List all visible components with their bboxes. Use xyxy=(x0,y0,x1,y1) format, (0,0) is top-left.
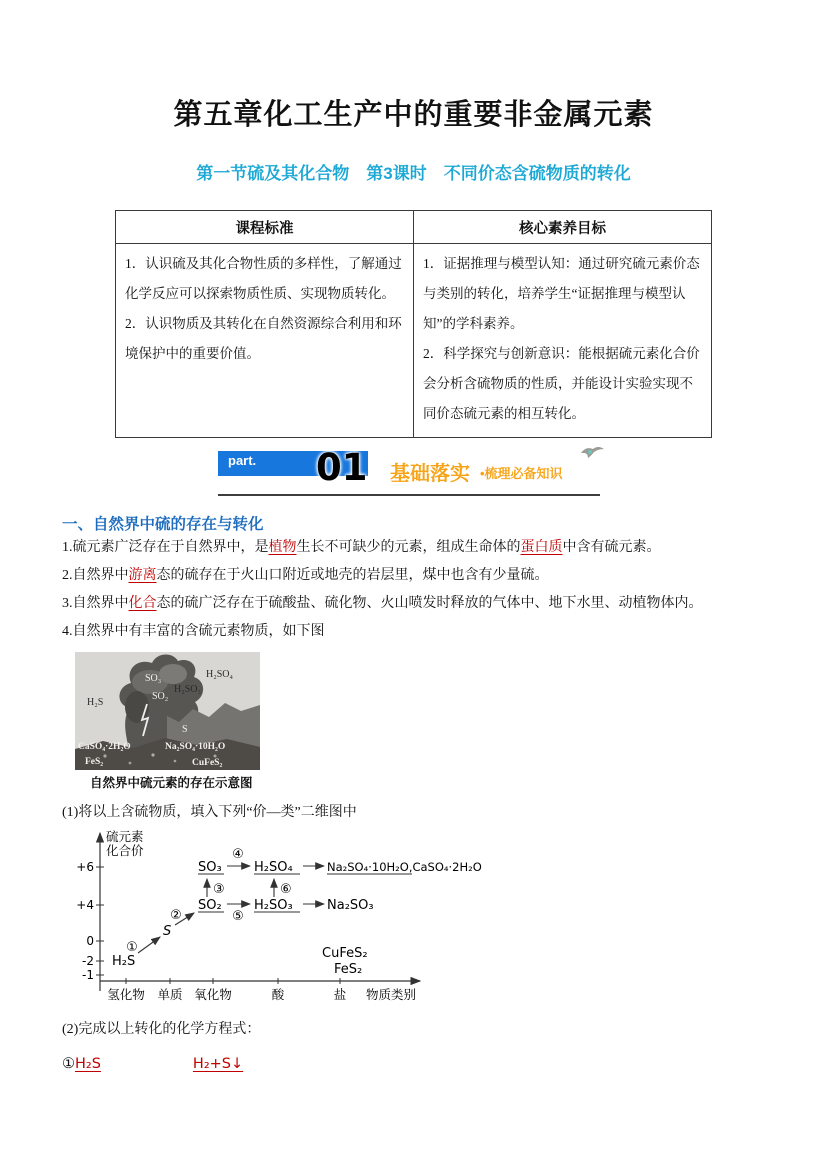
volcano-photo xyxy=(75,652,260,770)
text-item-2 xyxy=(62,562,765,590)
node-h2so3: H₂SO₃ xyxy=(254,898,293,913)
x-label-hydride: 氢化物 xyxy=(107,988,145,1002)
text-item-4: 4.自然界中有丰富的含硫元素物质，如下图 xyxy=(62,624,325,639)
equation-1 xyxy=(62,1056,827,1073)
label-so3: SO₃ xyxy=(145,673,162,684)
node-fes2: FeS₂ xyxy=(334,962,363,977)
bird-icon xyxy=(578,443,606,461)
curriculum-item-2: 2．认识物质及其转化在自然资源综合利用和环境保护中的重要价值。 xyxy=(125,316,402,361)
y-axis-label-line2: 化合价 xyxy=(106,844,144,858)
competency-item-2: 2．科学探究与创新意识：能根据硫元素化合价会分析含硫物质的性质，并能设计实验实现不同价态硫元素的相互转化。 xyxy=(423,346,700,421)
item2-pre: 2.自然界中 xyxy=(62,568,129,583)
item1-answer-plant: 植物 xyxy=(268,540,297,555)
y-tick-label: +6 xyxy=(76,860,94,874)
curriculum-item-1: 1．认识硫及其化合物性质的多样性，了解通过化学反应可以探索物质性质、实现物质转化。 xyxy=(125,256,402,301)
x-axis-title: 物质类别 xyxy=(366,988,417,1002)
item1-post: 中含有硫元素。 xyxy=(562,540,661,555)
node-h2s: H₂S xyxy=(112,954,136,969)
part-number: 01 xyxy=(316,446,368,489)
competency-cell xyxy=(414,244,712,438)
table-body-row xyxy=(116,244,712,438)
item3-answer-combined: 化合 xyxy=(128,596,157,611)
node-h2so4: H₂SO₄ xyxy=(254,860,293,875)
banner-title: 基础落实 xyxy=(390,463,470,485)
arrow-step1 xyxy=(138,937,160,953)
table-header-row xyxy=(116,211,712,244)
part-label: part. xyxy=(228,453,257,468)
step-5: ⑤ xyxy=(232,909,244,924)
x-label-element: 单质 xyxy=(157,988,183,1002)
step-2: ② xyxy=(170,908,182,923)
y-tick-label: -1 xyxy=(82,968,94,982)
label-cufes2: CuFeS₂ xyxy=(192,758,223,768)
x-label-oxide: 氧化物 xyxy=(194,988,232,1002)
label-s: S xyxy=(182,724,188,735)
label-h2so3: H₂SO₃ xyxy=(174,684,201,695)
node-salts-plus6: Na₂SO₄·10H₂O,CaSO₄·2H₂O xyxy=(327,860,482,874)
question-2: (2)完成以上转化的化学方程式： xyxy=(62,1022,261,1037)
figure-caption: 自然界中硫元素的存在示意图 xyxy=(90,776,253,790)
x-label-salt: 盐 xyxy=(333,988,347,1002)
competency-item-1: 1．证据推理与模型认知：通过研究硫元素价态与类别的转化，培养学生“证据推理与模型认知”的学科素养。 xyxy=(423,256,700,331)
label-caso4: CaSO₄·2H₂O xyxy=(78,742,131,752)
y-tick-label: -2 xyxy=(82,954,94,968)
banner-underline xyxy=(218,494,600,496)
col-header-curriculum: 课程标准 xyxy=(116,211,414,244)
label-h2so4: H₂SO₄ xyxy=(206,669,233,680)
valence-class-diagram xyxy=(68,823,488,1008)
question-1: (1)将以上含硫物质，填入下列“价—类”二维图中 xyxy=(62,805,357,820)
page-title: 第五章化工生产中的重要非金属元素 xyxy=(173,99,654,131)
node-na2so3: Na₂SO₃ xyxy=(327,898,374,913)
col-header-competency: 核心素养目标 xyxy=(414,211,712,244)
plume-highlight xyxy=(159,664,187,684)
item2-post: 态的硫存在于火山口附近或地壳的岩层里，煤中也含有少量硫。 xyxy=(156,568,549,583)
rock-speck xyxy=(151,753,154,756)
rock-speck xyxy=(103,754,106,757)
objectives-table xyxy=(115,210,712,438)
y-tick-label: 0 xyxy=(86,934,94,948)
lesson-subtitle: 第一节硫及其化合物 第3课时 不同价态含硫物质的转化 xyxy=(196,164,631,183)
equation-reactant: H₂S xyxy=(75,1056,101,1072)
x-label-acid: 酸 xyxy=(271,988,285,1002)
item3-post: 态的硫广泛存在于硫酸盐、硫化物、火山喷发时释放的气体中、地下水里、动植物体内。 xyxy=(156,596,703,611)
y-tick-label: +4 xyxy=(76,898,94,912)
text-item-3 xyxy=(62,590,765,618)
equation-number: ① xyxy=(62,1056,75,1072)
node-so3: SO₃ xyxy=(198,860,222,875)
rock-speck xyxy=(174,760,177,763)
node-so2: SO₂ xyxy=(198,898,222,913)
rock-speck xyxy=(129,762,132,765)
part-banner xyxy=(218,448,613,492)
node-s: S xyxy=(163,924,172,939)
step-6: ⑥ xyxy=(280,882,292,897)
curriculum-cell xyxy=(116,244,414,438)
equation-product: H₂+S↓ xyxy=(192,1056,244,1072)
item1-answer-protein: 蛋白质 xyxy=(520,540,563,555)
label-so2: SO₂ xyxy=(152,691,169,702)
item1-pre: 1.硫元素广泛存在于自然界中，是 xyxy=(62,540,269,555)
label-na2so4: Na₂SO₄·10H₂O xyxy=(165,742,226,752)
text-item-1 xyxy=(62,534,765,562)
label-h2s: H₂S xyxy=(87,697,104,708)
node-cufes2: CuFeS₂ xyxy=(322,946,368,961)
banner-subtitle: •梳理必备知识 xyxy=(480,466,563,481)
step-4: ④ xyxy=(232,847,244,862)
item2-answer-free: 游离 xyxy=(128,568,157,583)
step-1: ① xyxy=(126,940,138,955)
y-axis-label-line1: 硫元素 xyxy=(106,830,144,844)
label-fes2: FeS₂ xyxy=(85,757,104,767)
item1-mid: 生长不可缺少的元素，组成生命体的 xyxy=(296,540,521,555)
step-3: ③ xyxy=(213,882,225,897)
section-heading: 一、自然界中硫的存在与转化 xyxy=(62,516,264,533)
item3-pre: 3.自然界中 xyxy=(62,596,129,611)
